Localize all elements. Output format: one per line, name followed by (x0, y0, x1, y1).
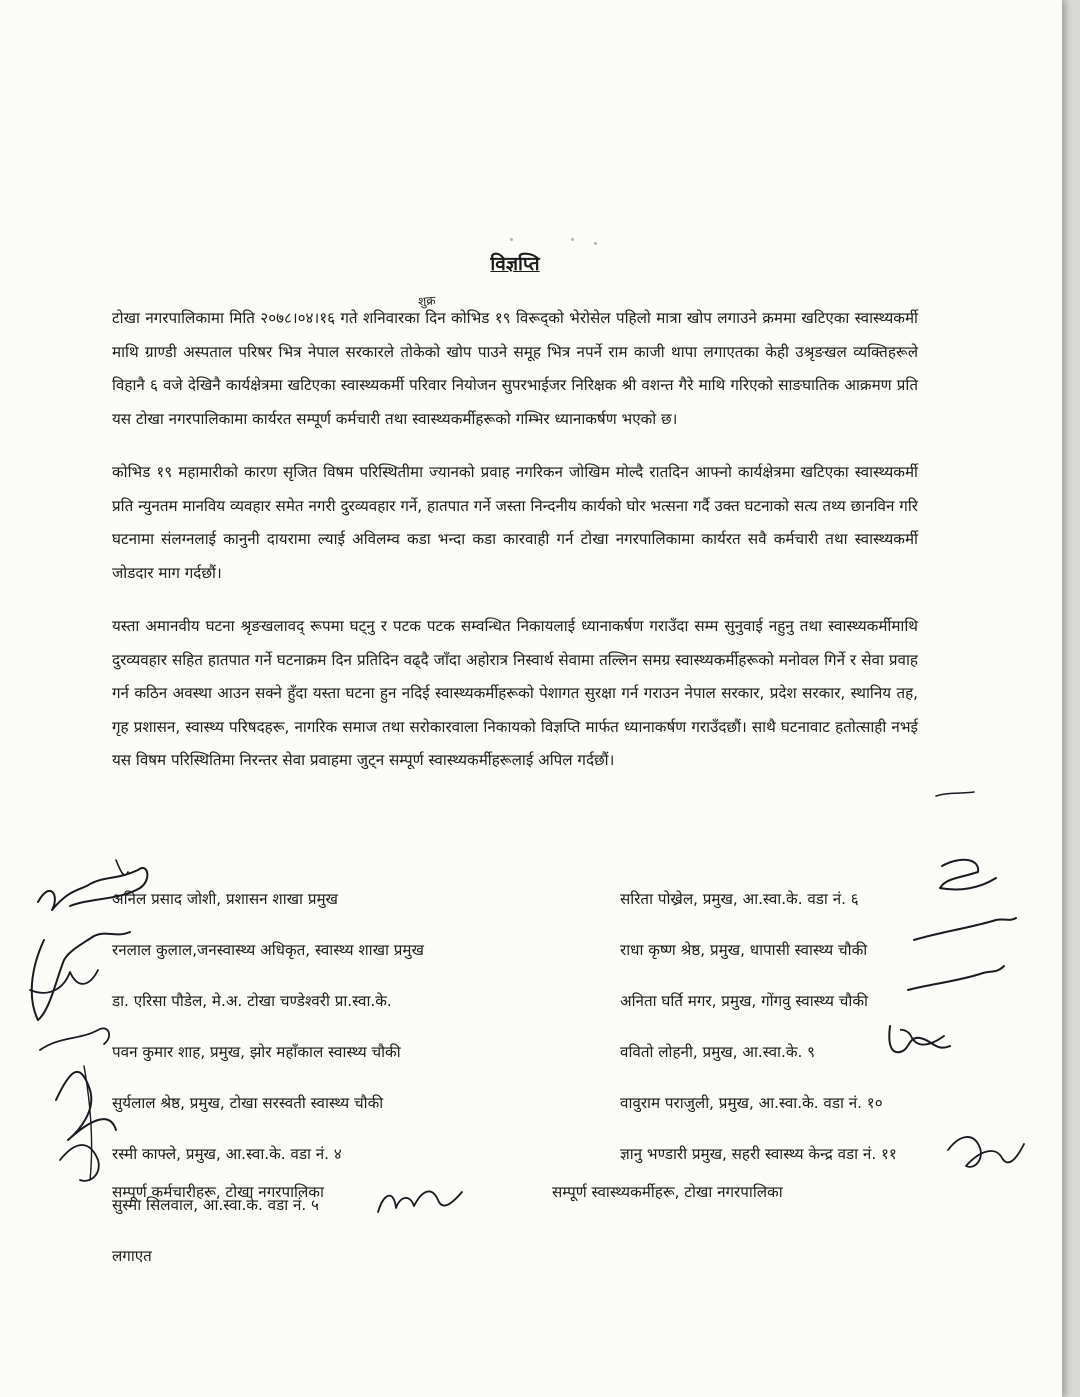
signatory-line: अनिल प्रसाद जोशी, प्रशासन शाखा प्रमुख (112, 890, 338, 908)
signatory-line: रस्मी काफ्ले, प्रमुख, आ.स्वा.के. वडा नं. ४ (112, 1145, 342, 1163)
paragraph-3: यस्ता अमानवीय घटना श्रृङखलावद् रूपमा घट्नु र पटक पटक सम्वन्धित निकायलाई ध्यानाकर्षण गराउँदा सम्म सुनुवाई नहुनु तथा स्वास्थ्यकर्मीमाथि दुरव्यवहार सहित हातपात गर्ने घटनाक्रम दिन प्रतिदिन वढ्दै जाँदा अहोरात्र निस्वार्थ सेवामा तल्लिन समग्र स्वास्थ्यकर्मीहरूको मनोवल गिर्ने र सेवा प्रवाह गर्न कठिन अवस्था आउन सक्ने हुँदा यस्ता घटना हुन नदिई स्वास्थ्यकर्मीहरूको पेशागत सुरक्षा गर्न गराउन नेपाल सरकार, प्रदेश सरकार, स्थानिय तह, गृह प्रशासन, स्वास्थ्य परिषदहरू, नागरिक समाज तथा सरोकारवाला निकायको विज्ञप्ति मार्फत ध्यानाकर्षण गराउँदछौं। साथै घटनावाट हतोत्साही नभई यस विषम परिस्थितिमा निरन्तर सेवा प्रवाहमा जुट्न सम्पूर्ण स्वास्थ्यकर्मीहरूलाई अपिल गर्दछौं। (112, 617, 918, 769)
signatory-line: सुर्यलाल श्रेष्ठ, प्रमुख, टोखा सरस्वती स्वास्थ्य चौकी (112, 1094, 384, 1112)
signatory-line: अनिता घर्ति मगर, प्रमुख, गोंगवु स्वास्थ्य चौकी (620, 992, 868, 1010)
signatories-left-column (112, 882, 562, 1290)
paragraph-2: कोभिड १९ महामारीको कारण सृजित विषम परिस्थितीमा ज्यानको प्रवाह नगरिकन जोखिम मोल्दै रातदिन आफ्नो कार्यक्षेत्रमा खटिएका स्वास्थ्यकर्मी प्रति न्युनतम मानविय व्यवहार समेत नगरी दुरव्यवहार गर्ने, हातपात गर्ने जस्ता निन्दनीय कार्यको घोर भत्सना गर्दै उक्त घटनाको सत्य तथ्य छानविन गरि घटनामा संलग्नलाई कानुनी दायरामा ल्याई अविलम्व कडा भन्दा कडा कारवाही गर्न टोखा नगरपालिकामा कार्यरत सवै कर्मचारी तथा स्वास्थ्यकर्मी जोडदार माग गर्दछौं। (112, 463, 918, 582)
signatory-line: रनलाल कुलाल,जनस्वास्थ्य अधिकृत, स्वास्थ्य शाखा प्रमुख (112, 941, 424, 959)
scan-speck (571, 238, 574, 241)
signature-ink (940, 1120, 1030, 1180)
signatory-line: ज्ञानु भण्डारी प्रमुख, सहरी स्वास्थ्य केन्द्र वडा नं. ११ (620, 1145, 897, 1163)
notice-title: विज्ञप्ति (490, 253, 540, 275)
signatory-line: वावुराम पराजुली, प्रमुख, आ.स्वा.के. वडा नं. १० (620, 1094, 883, 1112)
closing-word: लगाएत (112, 1247, 152, 1265)
signatory-line: सरिता पोख्रेल, प्रमुख, आ.स्वा.के. वडा नं. ६ (620, 890, 859, 908)
footer-right: सम्पूर्ण स्वास्थ्यकर्मीहरू, टोखा नगरपालिका (552, 1183, 783, 1201)
signatory-line: सुस्मा सिलवाल, आ.स्वा.के. वडा नं. ५ (112, 1196, 319, 1214)
scan-speck (594, 242, 597, 245)
paragraph-1: टोखा नगरपालिकामा मिति २०७८।०४।१६ गते शनिवारका दिन कोभिड १९ विरूद्को भेरोसेल पहिलो मात्रा खोप लगाउने क्रममा खटिएका स्वास्थ्यकर्मी माथि ग्राण्डी अस्पताल परिषर भित्र नेपाल सरकारले तोकेको खोप पाउने समूह भित्र नपर्ने राम काजी थापा लगाएतका केही उश्रृङखल व्यक्तिहरूले विहानै ६ वजे देखिनै कार्यक्षेत्रमा खटिएका स्वास्थ्यकर्मी परिवार नियोजन सुपरभाईजर निरिक्षक श्री वशन्त गैरे माथि गरिएको साङघातिक आक्रमण प्रति यस टोखा नगरपालिकामा कार्यरत सम्पूर्ण कर्मचारी तथा स्वास्थ्यकर्मीहरूको गम्भिर ध्यानाकर्षण भएको छ। (112, 309, 918, 428)
footer-left: सम्पूर्ण कर्मचारीहरू, टोखा नगरपालिका (112, 1183, 324, 1201)
signatories-right-column (620, 882, 950, 1188)
handwritten-correction: शुक्र (417, 293, 436, 309)
ink-mark (930, 782, 1000, 812)
signatory-line: डा. एरिसा पौडेल, मे.अ. टोखा चण्डेश्वरी प्रा.स्वा.के. (112, 992, 392, 1010)
scan-speck (510, 238, 513, 241)
signatory-line: ववितो लोहनी, प्रमुख, आ.स्वा.के. ९ (620, 1043, 816, 1061)
notice-body (112, 250, 918, 798)
signatories (112, 882, 942, 1302)
signatory-line: राधा कृष्ण श्रेष्ठ, प्रमुख, धापासी स्वास्थ्य चौकी (620, 941, 868, 959)
signatory-line: पवन कुमार शाह, प्रमुख, झोर महाँकाल स्वास्थ्य चौकी (112, 1043, 401, 1061)
